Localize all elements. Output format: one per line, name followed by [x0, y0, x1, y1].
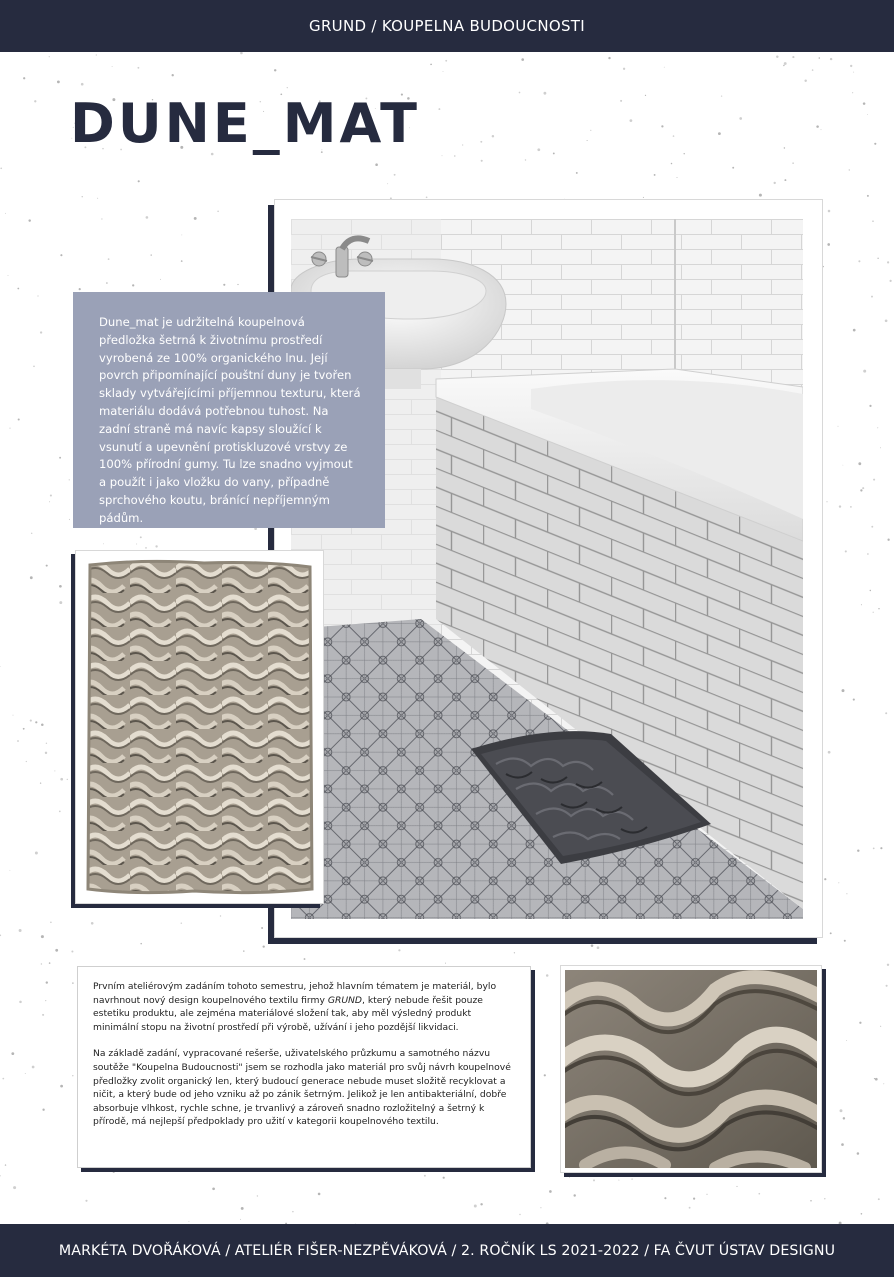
brand-name: GRUND: [327, 994, 363, 1006]
product-title: DUNE_MAT: [70, 92, 420, 155]
footer-bar: [0, 1224, 894, 1277]
paragraph-2: Na základě zadání, vypracované rešerše, uživatelského průzkumu a samotného názvu soutěže "Koupelna Budoucnosti" jsem se rozhodla jako materiál pro svůj návrh koupelnové předložky zvolit organický len, který budoucí generace nebude muset složitě recyklovat a ničit, a který bude od jeho vzniku až po zánik šetrným. Jelikož je len antibakteriální, dobře absorbuje vlhkost, rychle schne, je trvanlivý a zároveň snadno rozložitelný a šetrný k přírodě, má nejlepší předpoklady pro užití v kategorii koupelnového textilu.: [93, 1048, 511, 1128]
detail-photo: [565, 970, 817, 1168]
header-bar: [0, 0, 894, 52]
fabric-photo: [84, 559, 315, 895]
footer-credits: MARKÉTA DVOŘÁKOVÁ / ATELIÉR FIŠER-NEZPĚVÁKOVÁ / 2. ROČNÍK LS 2021-2022 / FA ČVUT ÚSTAV DESIGNU: [58, 1242, 836, 1259]
description-box: Dune_mat je udržitelná koupelnová předložka šetrná k životnímu prostředí vyrobená ze 100% organického lnu. Její povrch připomínající pouštní duny je tvořen sklady vytvářejícími příjemnou texturu, která materiálu dodává potřebnou tuhost. Na zadní straně má navíc kapsy sloužící k vsunutí a upevnění protiskluzové vrstvy ze 100% přírodní gumy. Tu lze snadno vyjmout a použít i jako vložku do vany, případně sprchového koutu, bránící nepříjemným pádům.: [73, 292, 385, 528]
detail-photo-frame: [560, 965, 822, 1173]
project-text: [77, 966, 531, 1168]
header-title: GRUND / KOUPELNA BUDOUCNOSTI: [309, 17, 585, 35]
paragraph-1: Prvním ateliérovým zadáním tohoto semestru, jehož hlavním tématem je materiál, bylo navrhnout nový design koupelnového textilu firmy GRUND, který nebude řešit pouze estetiku produktu, ale zejména materiálové složení tak, aby měl výsledný produkt minimální stopu na životní prostředí při výrobě, užívání i jeho pozdější likvidaci.: [93, 981, 497, 1033]
fabric-photo-frame: [75, 550, 324, 904]
